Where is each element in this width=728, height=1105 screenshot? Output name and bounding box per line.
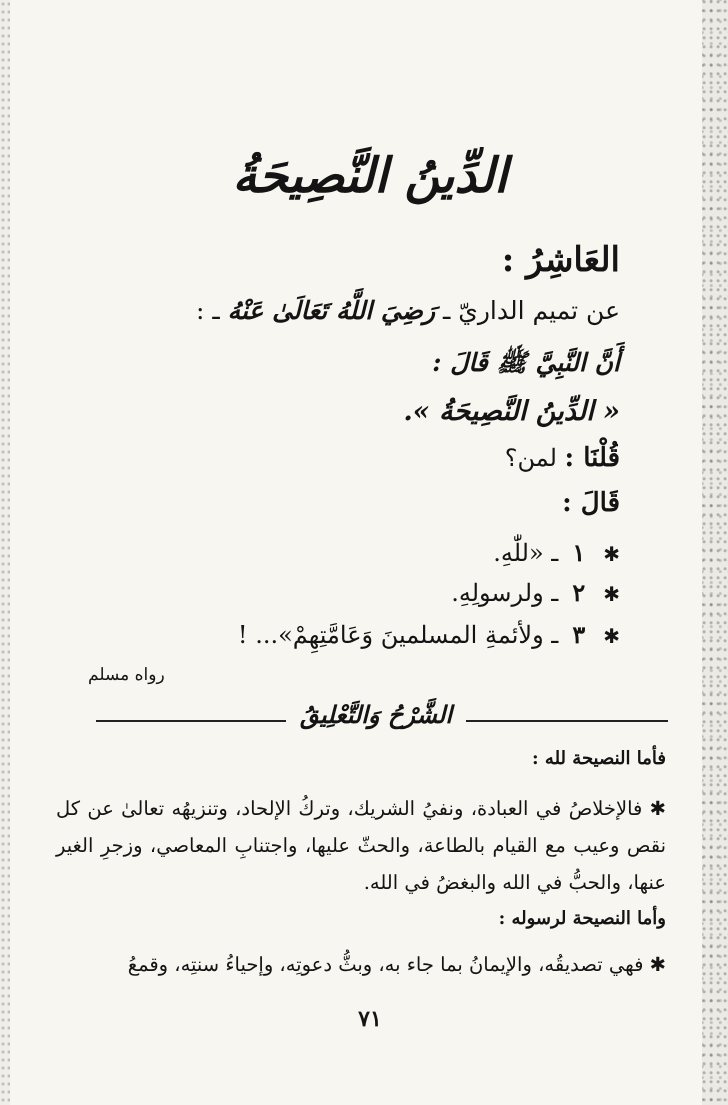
star-icon: ✱ (603, 582, 620, 606)
list-item (238, 620, 620, 649)
star-icon: ✱ (603, 624, 620, 648)
item-text: ـ ولأئمةِ المسلمينَ وَعَامَّتِهِمْ»... ! (237, 621, 559, 649)
hadith-quote: « الدِّينُ النَّصِيحَةُ ». (403, 396, 620, 427)
item-number: ١ (572, 538, 586, 567)
paragraph-nasiha-allah: ✱ فالإخلاصُ في العبادة، ونفيُ الشريك، وتركُ الإلحاد، وتنزيهُه تعالىٰ عن كل نقص وعيب مع القيام بالطاعة، والحثّ عليها، واجتنابِ المعاصي، وزجرِ الغير عنها، والحبُّ في الله والبغضُ في الله. (56, 797, 666, 894)
page-number: ٧١ (358, 1006, 382, 1032)
list-item (493, 538, 620, 567)
list-item (451, 578, 620, 607)
narrator-note: رواه مسلم (88, 665, 165, 685)
qulna-label: قُلْنَا : (564, 443, 620, 473)
item-number: ٢ (572, 578, 586, 607)
section-label: الشَّرْحُ وَالتَّعْلِيقُ (286, 700, 466, 729)
heading-nasiha-rasul: وأما النصيحة لرسوله : (498, 908, 666, 929)
heading-nasiha-allah: فأما النصيحة لله : (532, 748, 666, 769)
question-line (505, 443, 620, 473)
prophet-line: أَنَّ النَّبِيَّ ﷺ قَالَ : (432, 348, 620, 377)
item-text: ـ ولرسولِهِ. (451, 579, 559, 607)
isnad-suffix: ـ : (195, 296, 220, 325)
item-number: ٣ (572, 620, 586, 649)
hadith-number: العَاشِرُ : (501, 240, 620, 280)
chapter-title: الدِّينُ النَّصِيحَةُ (232, 148, 508, 204)
isnad-prefix: عن تميم الداريّ ـ (443, 296, 620, 325)
answer-label: قَالَ : (562, 488, 620, 518)
isnad-line (196, 296, 620, 325)
qulna-text: لمن؟ (504, 444, 557, 472)
paragraph-nasiha-rasul: ✱ فهي تصديقُه، والإيمانُ بما جاء به، وبثُّ دعوتِه، وإحياءُ سنتِه، وقمعُ (127, 953, 666, 976)
isnad-honorific: رَضِيَ اللَّهُ تَعَالَىٰ عَنْهُ (227, 296, 436, 325)
star-icon: ✱ (603, 542, 620, 566)
item-text: ـ «للّٰهِ. (493, 539, 559, 567)
